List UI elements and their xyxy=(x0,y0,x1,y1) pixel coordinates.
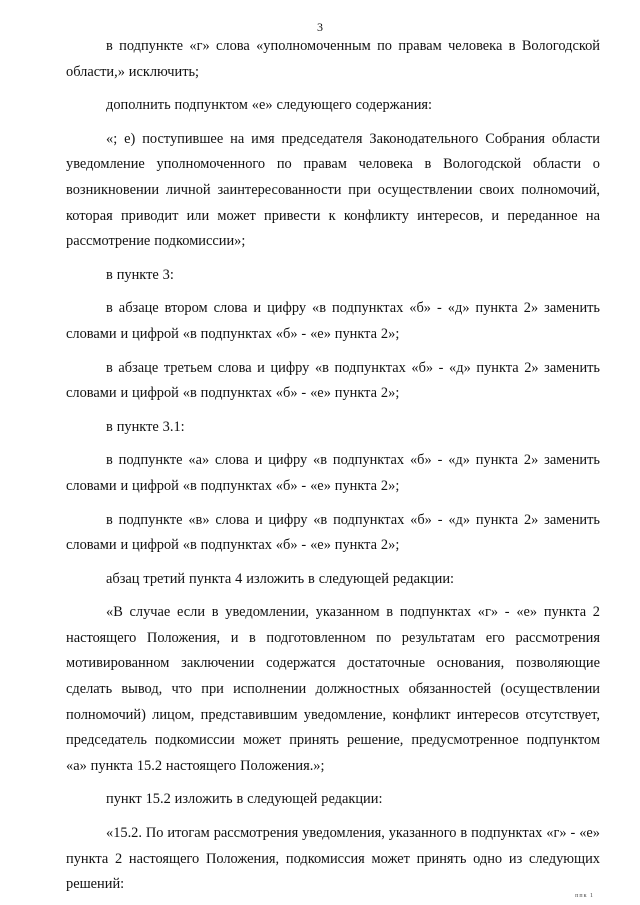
paragraph: в подпункте «в» слова и цифру «в подпунктах «б» - «д» пункта 2» заменить словами и цифрой «в подпунктах «б» - «е» пункта 2»; xyxy=(66,511,600,554)
paragraph: абзац третий пункта 4 изложить в следующей редакции: xyxy=(106,570,455,587)
footer-mark: ппк 1 xyxy=(575,893,594,899)
paragraph: в пункте 3: xyxy=(106,266,174,283)
paragraph: в пункте 3.1: xyxy=(106,418,185,435)
page-number: 3 xyxy=(317,20,323,34)
paragraph: «; е) поступившее на имя председателя Законодательного Собрания области уведомление уполномоченного по правам человека в Вологодской области о возникновении личной заинтересованности при осуществлении своих полномочий, которая приводит или может привести к конфликту интересов, и переданное на рассмотрение подкомиссии»; xyxy=(66,130,600,250)
document-body xyxy=(66,34,600,898)
paragraph: дополнить подпунктом «е» следующего содержания: xyxy=(106,97,433,114)
paragraph: пункт 15.2 изложить в следующей редакции: xyxy=(106,791,383,808)
paragraph: в подпункте «г» слова «уполномоченным по правам человека в Вологодской области,» исключить; xyxy=(66,38,600,80)
paragraph: «15.2. По итогам рассмотрения уведомления, указанного в подпунктах «г» - «е» пункта 2 настоящего Положения, подкомиссия может принять одно из следующих решений: xyxy=(66,825,600,893)
paragraph: в абзаце третьем слова и цифру «в подпунктах «б» - «д» пункта 2» заменить словами и цифрой «в подпунктах «б» - «е» пункта 2»; xyxy=(66,359,600,402)
paragraph: в подпункте «а» слова и цифру «в подпунктах «б» - «д» пункта 2» заменить словами и цифрой «в подпунктах «б» - «е» пункта 2»; xyxy=(66,452,600,494)
paragraph: в абзаце втором слова и цифру «в подпунктах «б» - «д» пункта 2» заменить словами и цифрой «в подпунктах «б» - «е» пункта 2»; xyxy=(66,300,600,342)
paragraph: «В случае если в уведомлении, указанном в подпунктах «г» - «е» пункта 2 настоящего Положения, и в подготовленном по результатам его рассмотрения мотивированном заключении содержатся достаточные основания, позволяющие сделать вывод, что при исполнении должностных обязанностей (осуществлении полномочий) лицом, представившим уведомление, конфликт интересов отсутствует, председатель подкомиссии может принять решение, предусмотренное подпунктом «а» пункта 15.2 настоящего Положения.»; xyxy=(66,604,600,774)
